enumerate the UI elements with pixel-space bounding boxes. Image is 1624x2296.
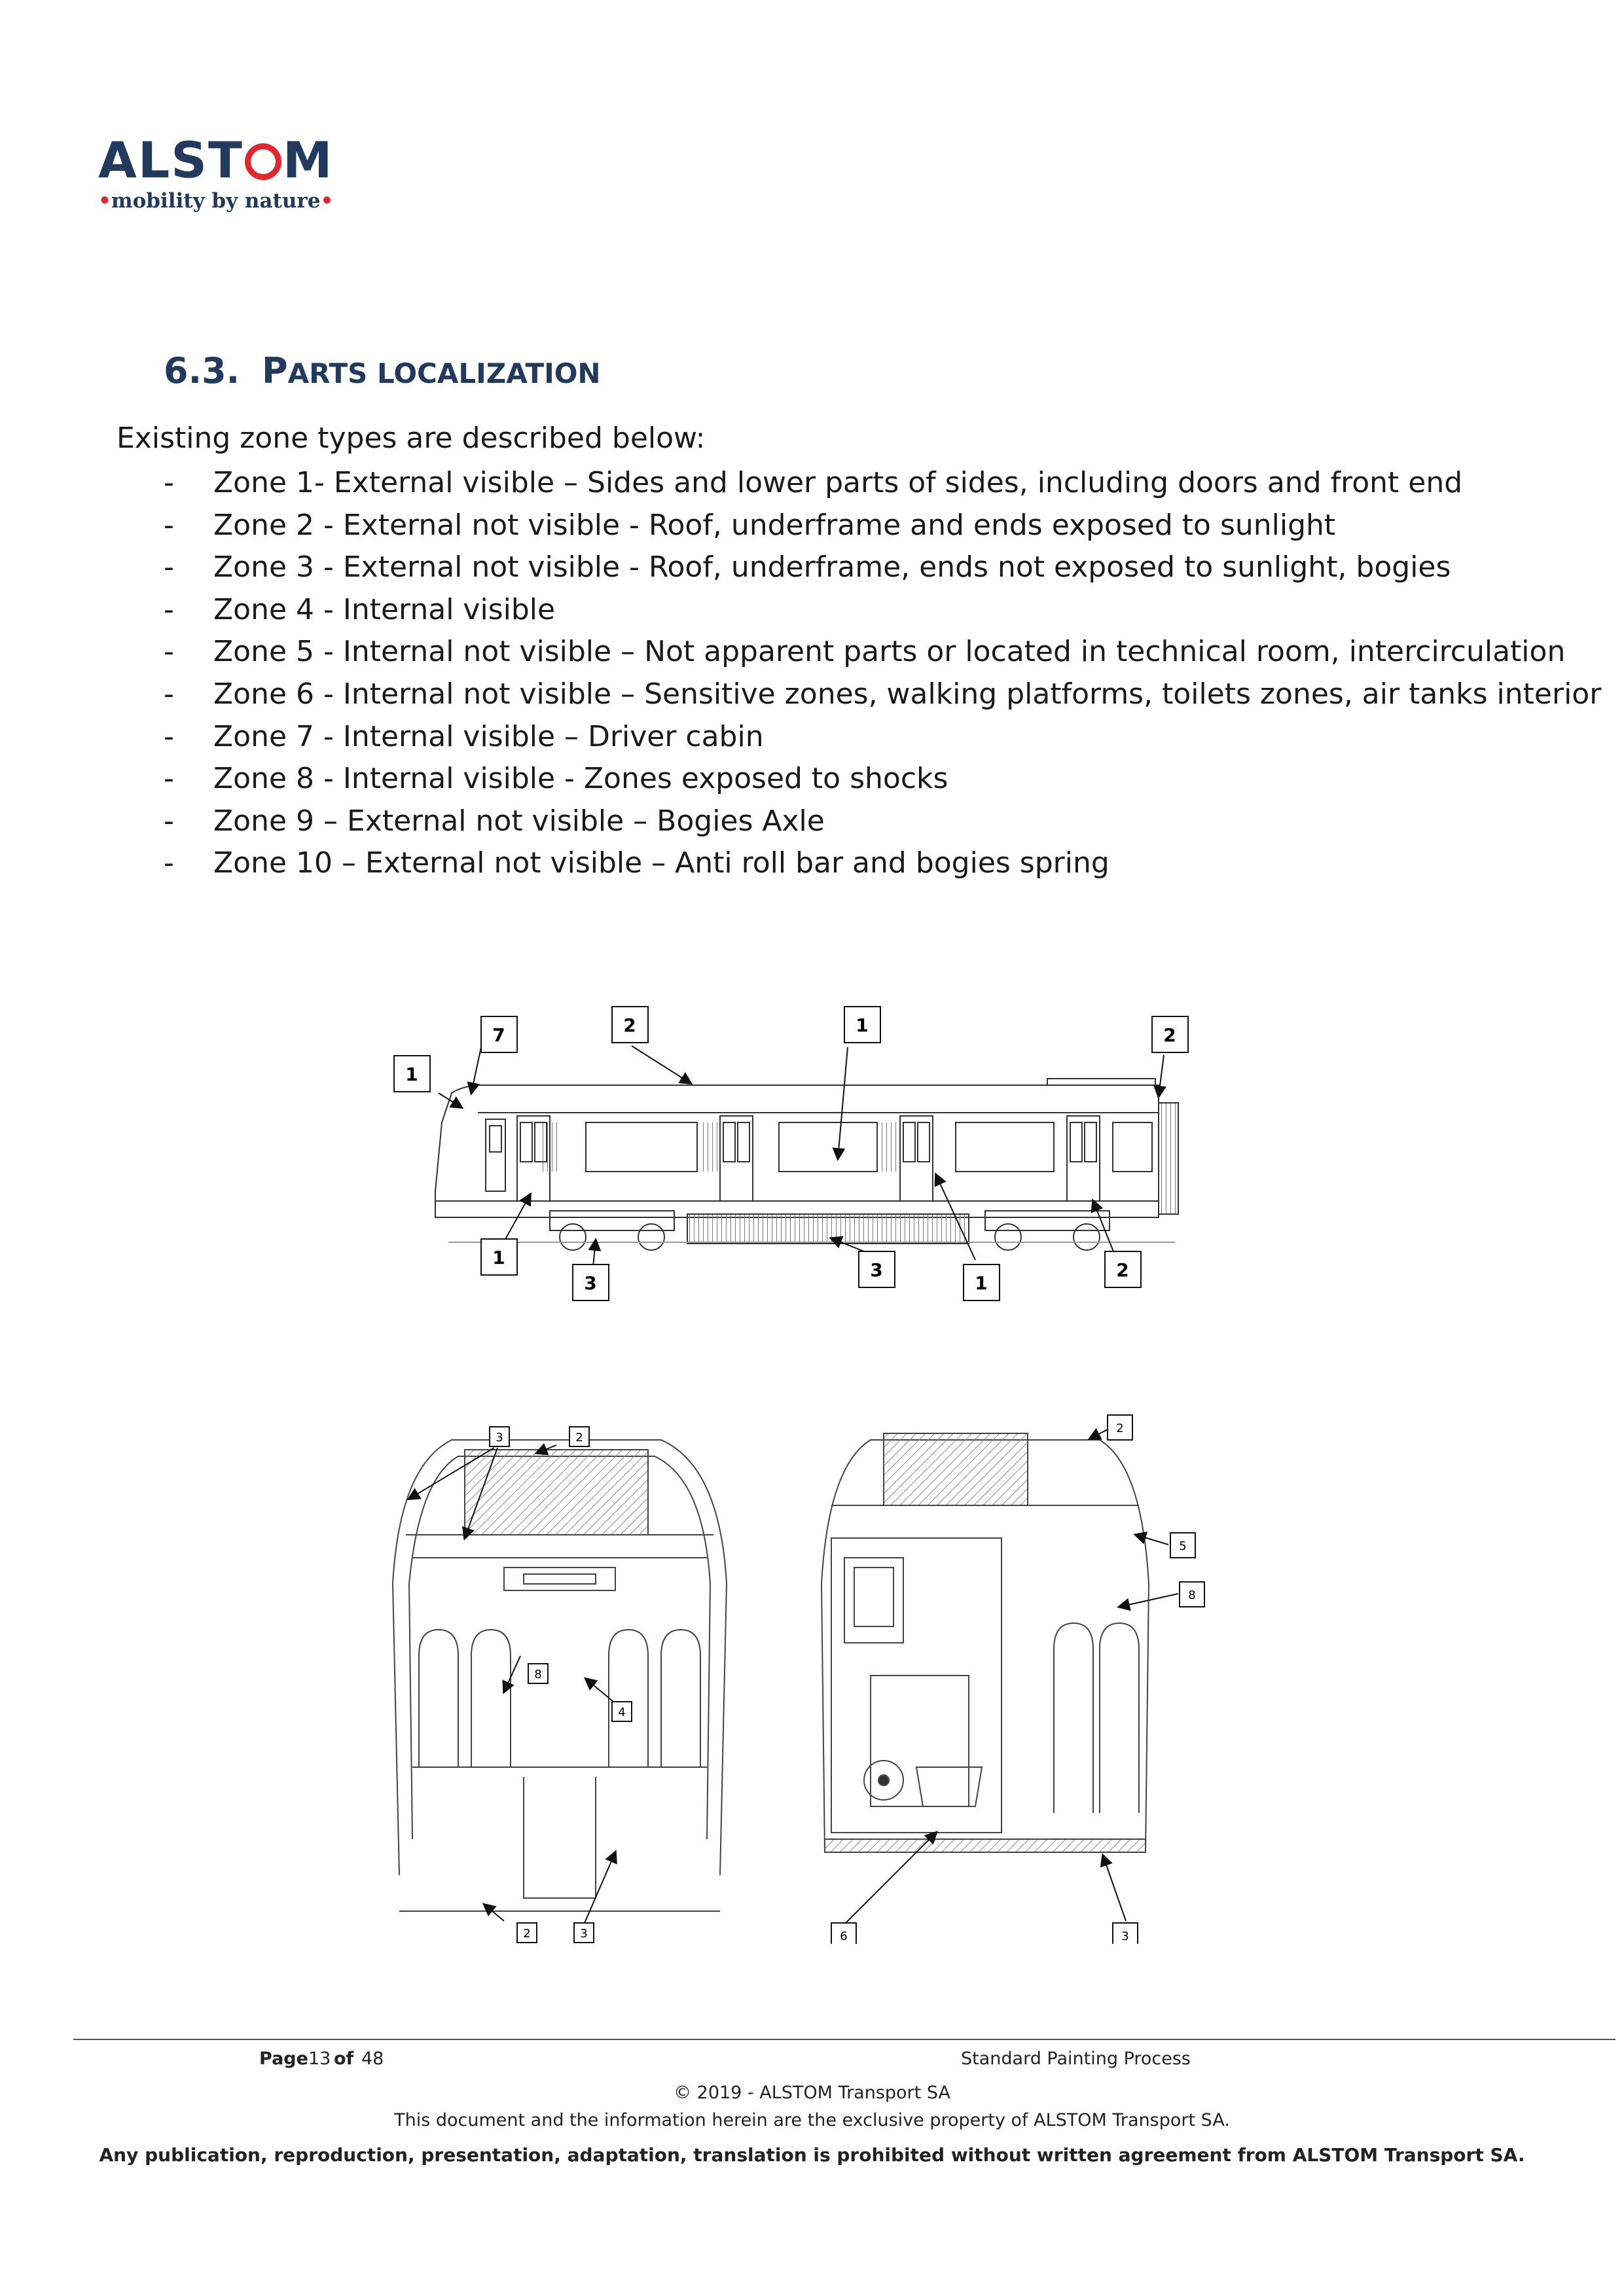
zone-text: Zone 3 - External not visible - Roof, underframe, ends not exposed to sunlight, bogies [213, 550, 1451, 584]
callout-label: 3 [580, 1927, 588, 1941]
section-title-initial: P [262, 350, 288, 391]
property-notice: This document and the information herein are the exclusive property of ALSTOM Transport SA. [394, 2110, 1230, 2130]
front-cross-section [393, 1440, 727, 1911]
list-item: - Zone 4 - Internal visible [164, 592, 556, 626]
list-item: - Zone 3 - External not visible - Roof, underframe, ends not exposed to sunlight, bogies [164, 550, 1451, 584]
callout-label: 5 [1179, 1539, 1187, 1553]
callout-label: 2 [623, 1014, 636, 1036]
intro-paragraph: Existing zone types are described below: [117, 422, 706, 455]
callout-label: 6 [840, 1929, 848, 1943]
callout-label: 2 [523, 1927, 531, 1941]
cab-cross-section [821, 1433, 1149, 1852]
callout-label: 1 [856, 1014, 869, 1036]
list-item: - Zone 10 – External not visible – Anti roll bar and bogies spring [164, 846, 1110, 880]
zone-text: Zone 8 - Internal visible - Zones exposed to shocks [213, 762, 948, 796]
section-number: 6.3. [164, 350, 240, 391]
logo-brand-end: M [282, 131, 334, 189]
logo-brand-start: ALST [98, 131, 244, 189]
callout-label: 7 [492, 1024, 505, 1046]
list-item: - Zone 1- External visible – Sides and lower parts of sides, including doors and front end [164, 466, 1463, 499]
train-side-view [435, 1079, 1178, 1250]
zone-list [164, 462, 1601, 885]
callout-label: 3 [496, 1431, 503, 1444]
callout-label: 3 [1121, 1929, 1129, 1943]
callout-label: 3 [870, 1259, 883, 1281]
callout-label: 4 [618, 1706, 626, 1719]
tagline-text: mobility by nature [111, 189, 321, 213]
zone-text: Zone 10 – External not visible – Anti roll bar and bogies spring [213, 846, 1110, 880]
callout-label: 1 [492, 1247, 505, 1268]
callout-label: 1 [975, 1272, 988, 1294]
list-item: - Zone 9 – External not visible – Bogies Axle [164, 804, 825, 838]
footer-divider [73, 2039, 1615, 2040]
callout-label: 8 [534, 1668, 542, 1681]
zone-text: Zone 6 - Internal not visible – Sensitive zones, walking platforms, toilets zones, air tanks interior [213, 677, 1602, 711]
prohibition-notice: Any publication, reproduction, presentation, adaptation, translation is prohibited without written agreement from ALSTOM Transport SA. [99, 2144, 1525, 2166]
list-item: - Zone 6 - Internal not visible – Sensitive zones, walking platforms, toilets zones, air tanks interior [164, 677, 1602, 711]
zone-text: Zone 4 - Internal visible [213, 592, 556, 626]
list-item: - Zone 2 - External not visible - Roof, underframe and ends exposed to sunlight [164, 508, 1336, 542]
callout-label: 2 [1163, 1024, 1176, 1046]
zone-text: Zone 7 - Internal visible – Driver cabin [213, 719, 764, 753]
list-item: - Zone 8 - Internal visible - Zones exposed to shocks [164, 762, 948, 796]
copyright-notice: © 2019 - ALSTOM Transport SA [674, 2083, 950, 2103]
logo-tagline [98, 189, 334, 213]
zone-text: Zone 1- External visible – Sides and lower parts of sides, including doors and front end [213, 466, 1463, 499]
callout-label: 2 [575, 1431, 583, 1444]
zone-text: Zone 5 - Internal not visible – Not apparent parts or located in technical room, intercirculation [213, 635, 1566, 669]
tagline-dot-icon: • [98, 189, 111, 213]
tagline-dot-icon: • [320, 189, 334, 213]
side-callout-labels [394, 1007, 1188, 1300]
callout-label: 1 [405, 1064, 418, 1085]
document-title: Standard Painting Process [961, 2049, 1191, 2069]
zone-text: Zone 2 - External not visible - Roof, underframe and ends exposed to sunlight [213, 508, 1336, 542]
section-heading [164, 350, 601, 391]
callout-label: 8 [1188, 1588, 1196, 1602]
zone-localization-figure [373, 995, 1250, 1944]
page-of-label: of [334, 2049, 354, 2069]
zone-text: Zone 9 – External not visible – Bogies Axle [213, 804, 825, 838]
list-item: - Zone 7 - Internal visible – Driver cabin [164, 719, 764, 753]
callout-label: 2 [1116, 1259, 1129, 1281]
page-total: 48 [361, 2049, 384, 2069]
callout-label: 3 [584, 1272, 597, 1294]
page-label: Page [259, 2049, 308, 2069]
alstom-logo [98, 131, 334, 219]
page-number: 13 [308, 2049, 331, 2069]
logo-ring-icon [245, 143, 281, 180]
list-item: - Zone 5 - Internal not visible – Not apparent parts or located in technical room, intercirculation [164, 635, 1566, 669]
logo-wordmark [98, 131, 334, 189]
section-title-rest: ARTS LOCALIZATION [287, 357, 601, 389]
callout-label: 2 [1116, 1422, 1124, 1435]
